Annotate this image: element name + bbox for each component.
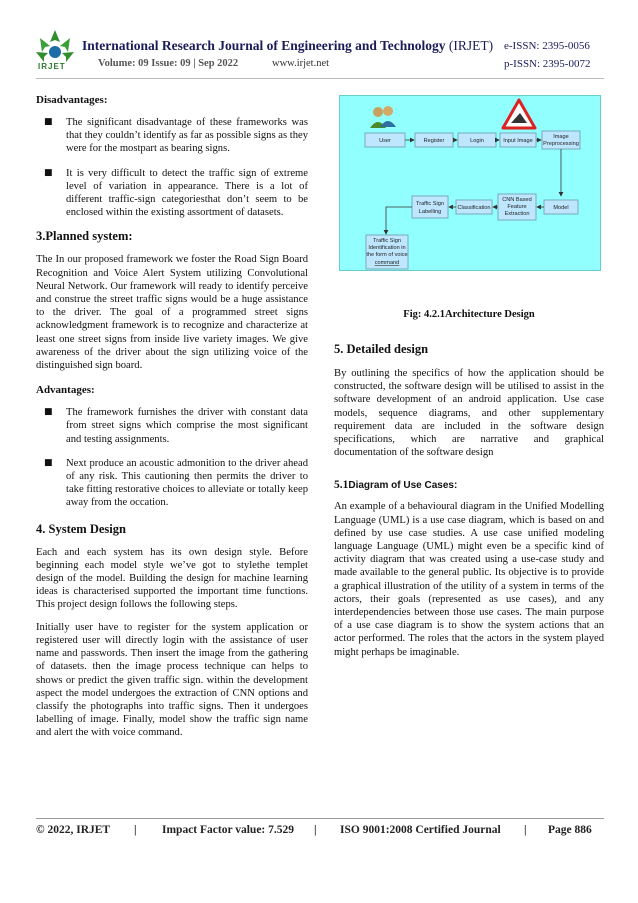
cnn-label-2: Feature: [507, 204, 527, 210]
use-case-title: Diagram of Use Cases:: [348, 480, 458, 492]
planned-system-heading: 3.Planned system:: [36, 229, 133, 244]
warning-sign-icon: [503, 100, 535, 128]
impact-factor: Impact Factor value: 7.529: [162, 824, 295, 836]
cnn-label-1: CNN Based: [502, 197, 532, 203]
output-label-1: Traffic Sign: [373, 238, 401, 244]
classification-label: Classification: [457, 205, 491, 211]
journal-url[interactable]: www.irjet.net: [272, 58, 330, 69]
detailed-design-text: By outlining the specifics of how the application should be constructed, the software design will be utilised to assist in the software development of an android application. Use case models, sequence diagrams, and other supplementary requirement data are included in the software design specifications, which are narrative and graphical documentation of the software design: [334, 368, 604, 459]
journal-title: International Research Journal of Engineering and Technology (IRJET): [82, 38, 494, 53]
bullet-icon: ■: [44, 117, 53, 127]
disadvantages-heading: Disadvantages:: [36, 94, 108, 106]
advantages-list: [36, 406, 308, 509]
detailed-design-heading: 5. Detailed design: [334, 342, 429, 356]
advantages-heading: Advantages:: [36, 384, 95, 397]
planned-system-text: The In our proposed framework we foster the Road Sign Board Recognition and Voice Alert System utilizing Convolutional Neural Network. Our framework will ready to identify perceive and construe the street traffic signs would be a huge assistance to the driver. The goal of a programmed street signs acknowledgment framework is to recognize and characterize at least one street signs from inside live variety images. We give awareness of the driver about the sign utilizing voice of the distinguished sign board.: [36, 254, 308, 372]
footer-divider: [36, 818, 604, 819]
output-label-4: command: [374, 260, 400, 266]
footer-separator: |: [524, 824, 527, 836]
list-item: ■ The significant disadvantage of these frameworks was that they couldn’t identify as far as possible signs as they were for the mostpart as bearing signs.: [44, 117, 308, 155]
input-image-label: Input Image: [503, 138, 533, 144]
system-design-paragraph-2: Initially user have to register for the system application or registered user will directly login with the assistance of user name and passwords. Then insert the image from the gathering of datasets. then the image process technique can helps to shows or predict the given traffic sign. within the development aspect the model undergoes the extraction of CNN options and classify the photographs into traffic signs. Then it undergoes labelling of image. Finally, model show the traffic sign name and alert the with voice command.: [36, 621, 308, 739]
preprocessing-label-1: Image: [553, 134, 569, 140]
login-label: Login: [470, 138, 484, 144]
volume-issue: Volume: 09 Issue: 09 | Sep 2022: [98, 58, 239, 69]
architecture-diagram: [339, 95, 601, 271]
list-item: ■ It is very difficult to detect the traffic sign of extreme level of variation in appearance. There is a lot of different traffic-sign categoriesthat don’t seem to be enclosed within the existing assortment of datasets.: [44, 167, 308, 219]
p-issn: p-ISSN: 2395-0072: [504, 58, 591, 70]
left-column: [36, 92, 308, 740]
use-case-text: An example of a behavioural diagram in the Unified Modelling Language (UML) is a use case diagram, which is based on and defined by use case studies. A use case unified modeling language Language (UML) might even be a specific kind of activity diagram that was created using a use-case study and made available to the general public. Its objective is to provide a graphical illustration of the utility of a system in terms of the actors, their goals (represented as use cases), and any interdependencies between those use cases. The main purpose of a use case diagram is to show the system actions that an actor performed. The roles that the actors in the system played might perhaps be imaginable.: [334, 501, 604, 658]
footer-separator: |: [134, 824, 137, 836]
use-case-number: 5.1: [334, 479, 349, 492]
bullet-icon: ■: [44, 407, 53, 418]
register-label: Register: [423, 138, 445, 144]
model-label: Model: [553, 205, 569, 211]
footer-separator: |: [314, 824, 317, 836]
system-design-paragraph-1: Each and each system has its own design style. Before beginning each model style we’ve got to stylethe templet design of the model. Building the design for machine learning ideas is characterised supported the important time functions. This project design follows the following steps.: [36, 546, 308, 611]
journal-abbr: (IRJET): [448, 38, 494, 53]
preprocessing-label-2: Preprocessing: [543, 141, 579, 147]
bullet-icon: ■: [44, 457, 53, 468]
list-item: ■ The framework furnishes the driver with constant data from street signs which comprise the most significant and testing assignments.: [44, 407, 308, 445]
copyright: © 2022, IRJET: [36, 824, 111, 836]
disadvantages-list: [36, 116, 308, 219]
system-design-heading: 4. System Design: [36, 521, 126, 536]
output-label-3: the form of voice: [366, 252, 408, 258]
header-divider: [36, 78, 604, 79]
bullet-icon: ■: [44, 167, 53, 178]
labelling-label-1: Traffic Sign: [416, 201, 444, 207]
output-label-2: Identification in: [368, 245, 406, 251]
figure-caption: Fig: 4.2.1Architecture Design: [403, 309, 535, 320]
user-label: User: [379, 138, 391, 144]
right-column: [334, 342, 604, 659]
page-header: [0, 0, 638, 90]
e-issn: e-ISSN: 2395-0056: [504, 40, 590, 52]
iso-certification: ISO 9001:2008 Certified Journal: [340, 824, 501, 836]
logo-text: IRJET: [38, 62, 66, 71]
labelling-label-2: Labelling: [418, 209, 442, 215]
use-case-heading: [334, 479, 604, 491]
cnn-label-3: Extraction: [504, 211, 530, 217]
users-icon: [370, 106, 396, 128]
page-number: Page 886: [548, 824, 592, 836]
list-item: ■ Next produce an acoustic admonition to the driver ahead of any risk. This cautioning then permits the driver to take fitting restorative choices to alleviate or totally keep away from the occation.: [44, 457, 308, 509]
